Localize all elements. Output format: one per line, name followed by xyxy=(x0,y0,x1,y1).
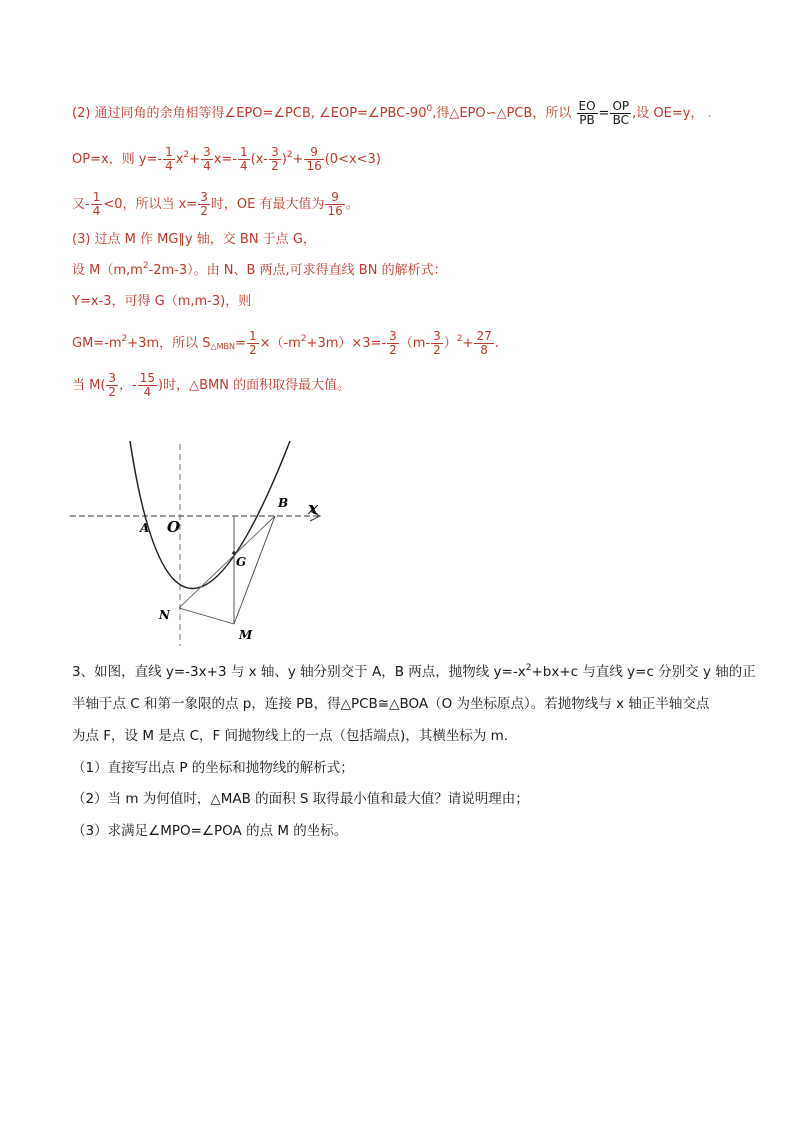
denominator: 8 xyxy=(480,343,488,357)
text: +3m）×3=- xyxy=(306,336,387,351)
numerator: 1 xyxy=(165,145,173,159)
exponent: 2 xyxy=(121,334,128,344)
solution-line-5 xyxy=(72,263,447,279)
text: . xyxy=(494,336,499,351)
denominator: 16 xyxy=(327,204,343,218)
subscript: △MBN xyxy=(210,342,236,351)
fraction xyxy=(106,372,118,399)
solution-line-1 xyxy=(72,100,712,127)
text: + xyxy=(189,152,201,167)
equals: = xyxy=(598,106,610,121)
fraction xyxy=(247,330,259,357)
text: x xyxy=(175,152,184,167)
fraction xyxy=(387,330,399,357)
text: + xyxy=(462,336,474,351)
line-NB xyxy=(179,516,275,608)
text: ,设 OE=y， xyxy=(632,106,704,121)
text: ，- xyxy=(119,378,137,393)
fraction xyxy=(201,146,213,173)
text: + xyxy=(292,152,304,167)
fraction-op-bc xyxy=(610,100,631,127)
denominator: 2 xyxy=(433,343,441,357)
line-MB xyxy=(234,516,275,624)
solution-line-8 xyxy=(72,372,350,399)
question-2: （2）当 m 为何值时，△MAB 的面积 S 取得最小值和最大值？请说明理由； xyxy=(72,791,529,807)
numerator: 3 xyxy=(389,329,397,343)
label-N: N xyxy=(159,608,170,622)
text: 又- xyxy=(72,197,90,212)
parabola-curve xyxy=(130,441,290,589)
denominator: 4 xyxy=(92,204,101,218)
text: GM=-m xyxy=(72,336,122,351)
text: ×（-m xyxy=(259,336,301,351)
denominator: 4 xyxy=(203,159,211,173)
exponent: 2 xyxy=(142,261,149,271)
label-M: M xyxy=(239,628,253,642)
text: +bx+c 与直线 y=c 分别交 y 轴的正 xyxy=(531,664,756,680)
fraction xyxy=(325,191,344,218)
fraction xyxy=(431,330,443,357)
parabola-figure xyxy=(70,436,330,646)
text: (2) 通过同角的余角相等得∠EPO=∠PCB, ∠EOP=∠PBC-90 xyxy=(72,106,427,121)
problem3-line-1 xyxy=(72,664,756,680)
problem3-line-2: 半轴于点 C 和第一象限的点 p，连接 PB，得△PCB≅△BOA（O 为坐标原点）。若抛物线与 x 轴正半轴交点 xyxy=(72,696,710,712)
text: ） xyxy=(443,336,457,351)
numerator: 1 xyxy=(248,329,257,343)
domain-text: (0<x<3) xyxy=(324,152,381,167)
fraction xyxy=(304,146,323,173)
numerator: 27 xyxy=(476,329,492,343)
denominator: 4 xyxy=(165,159,173,173)
fraction xyxy=(163,146,175,173)
line-NM xyxy=(179,608,234,624)
fraction xyxy=(238,146,250,173)
fraction xyxy=(91,191,103,218)
fraction xyxy=(474,330,493,357)
numerator: OP xyxy=(612,99,630,113)
numerator: 3 xyxy=(108,371,117,385)
solution-line-2 xyxy=(72,146,381,173)
numerator: 9 xyxy=(304,146,323,160)
numerator: 1 xyxy=(239,145,248,159)
text: 时，OE 有最大值为 xyxy=(210,197,325,212)
label-B: B xyxy=(278,496,289,510)
solution-line-6: Y=x-3，可得 G（m,m-3)，则 xyxy=(72,294,252,309)
fraction xyxy=(138,372,157,399)
numerator: 1 xyxy=(92,190,101,204)
solution-line-3 xyxy=(72,191,359,218)
problem3-line-3: 为点 F，设 M 是点 C，F 间抛物线上的一点（包括端点)，其横坐标为 m. xyxy=(72,728,509,744)
numerator: 15 xyxy=(139,371,156,385)
exponent: 2 xyxy=(525,663,532,673)
label-O: O xyxy=(167,518,181,536)
text: x=- xyxy=(213,152,237,167)
fraction xyxy=(269,146,281,173)
text: -2m-3）。由 N、B 两点,可求得直线 BN 的解析式： xyxy=(148,263,447,278)
text: 3、如图，直线 y=-3x+3 与 x 轴、y 轴分别交于 A，B 两点，抛物线 y=-x xyxy=(72,664,526,680)
question-1: （1）直接写出点 P 的坐标和抛物线的解析式； xyxy=(72,760,354,776)
text: <0，所以当 x= xyxy=(103,197,198,212)
denominator: 4 xyxy=(239,159,248,173)
text: (x- xyxy=(250,152,269,167)
label-G: G xyxy=(236,555,247,569)
denominator: BC xyxy=(612,113,629,127)
denominator: 2 xyxy=(389,343,397,357)
text: ,得△EPO∽△PCB，所以 xyxy=(432,106,572,121)
text: +3m，所以 S xyxy=(127,336,211,351)
exponent: 2 xyxy=(286,150,293,160)
denominator: 2 xyxy=(108,385,117,399)
degree-sup: 0 xyxy=(426,104,433,114)
stray-dot: . xyxy=(707,106,712,121)
question-3: （3）求满足∠MPO=∠POA 的点 M 的坐标。 xyxy=(72,823,348,839)
numerator: 3 xyxy=(200,190,208,204)
denominator: 16 xyxy=(306,159,322,173)
solution-line-4: (3) 过点 M 作 MG∥y 轴，交 BN 于点 G， xyxy=(72,232,316,247)
text: OP=x，则 y=- xyxy=(72,152,163,167)
exponent: 2 xyxy=(456,334,463,344)
text: 当 M( xyxy=(72,378,106,393)
denominator: 2 xyxy=(248,343,257,357)
numerator: EO xyxy=(578,99,596,113)
numerator: 3 xyxy=(271,145,279,159)
text: 设 M（m,m xyxy=(72,263,143,278)
numerator: 9 xyxy=(325,191,344,205)
text: )时，△BMN 的面积取得最大值。 xyxy=(158,378,351,393)
solution-line-7 xyxy=(72,330,499,357)
fraction xyxy=(198,191,210,218)
numerator: 3 xyxy=(203,145,211,159)
text: （m- xyxy=(399,336,431,351)
exponent: 2 xyxy=(300,334,307,344)
text: 。 xyxy=(345,197,359,212)
text: = xyxy=(235,336,246,351)
label-A: A xyxy=(140,521,150,535)
denominator: 2 xyxy=(271,159,279,173)
exponent: 2 xyxy=(183,150,190,160)
numerator: 3 xyxy=(433,329,441,343)
fraction-eo-pb xyxy=(577,100,598,127)
denominator: 2 xyxy=(200,204,208,218)
denominator: 4 xyxy=(143,385,152,399)
text: ) xyxy=(281,152,287,167)
label-x: x xyxy=(308,499,319,519)
denominator: PB xyxy=(579,113,595,127)
